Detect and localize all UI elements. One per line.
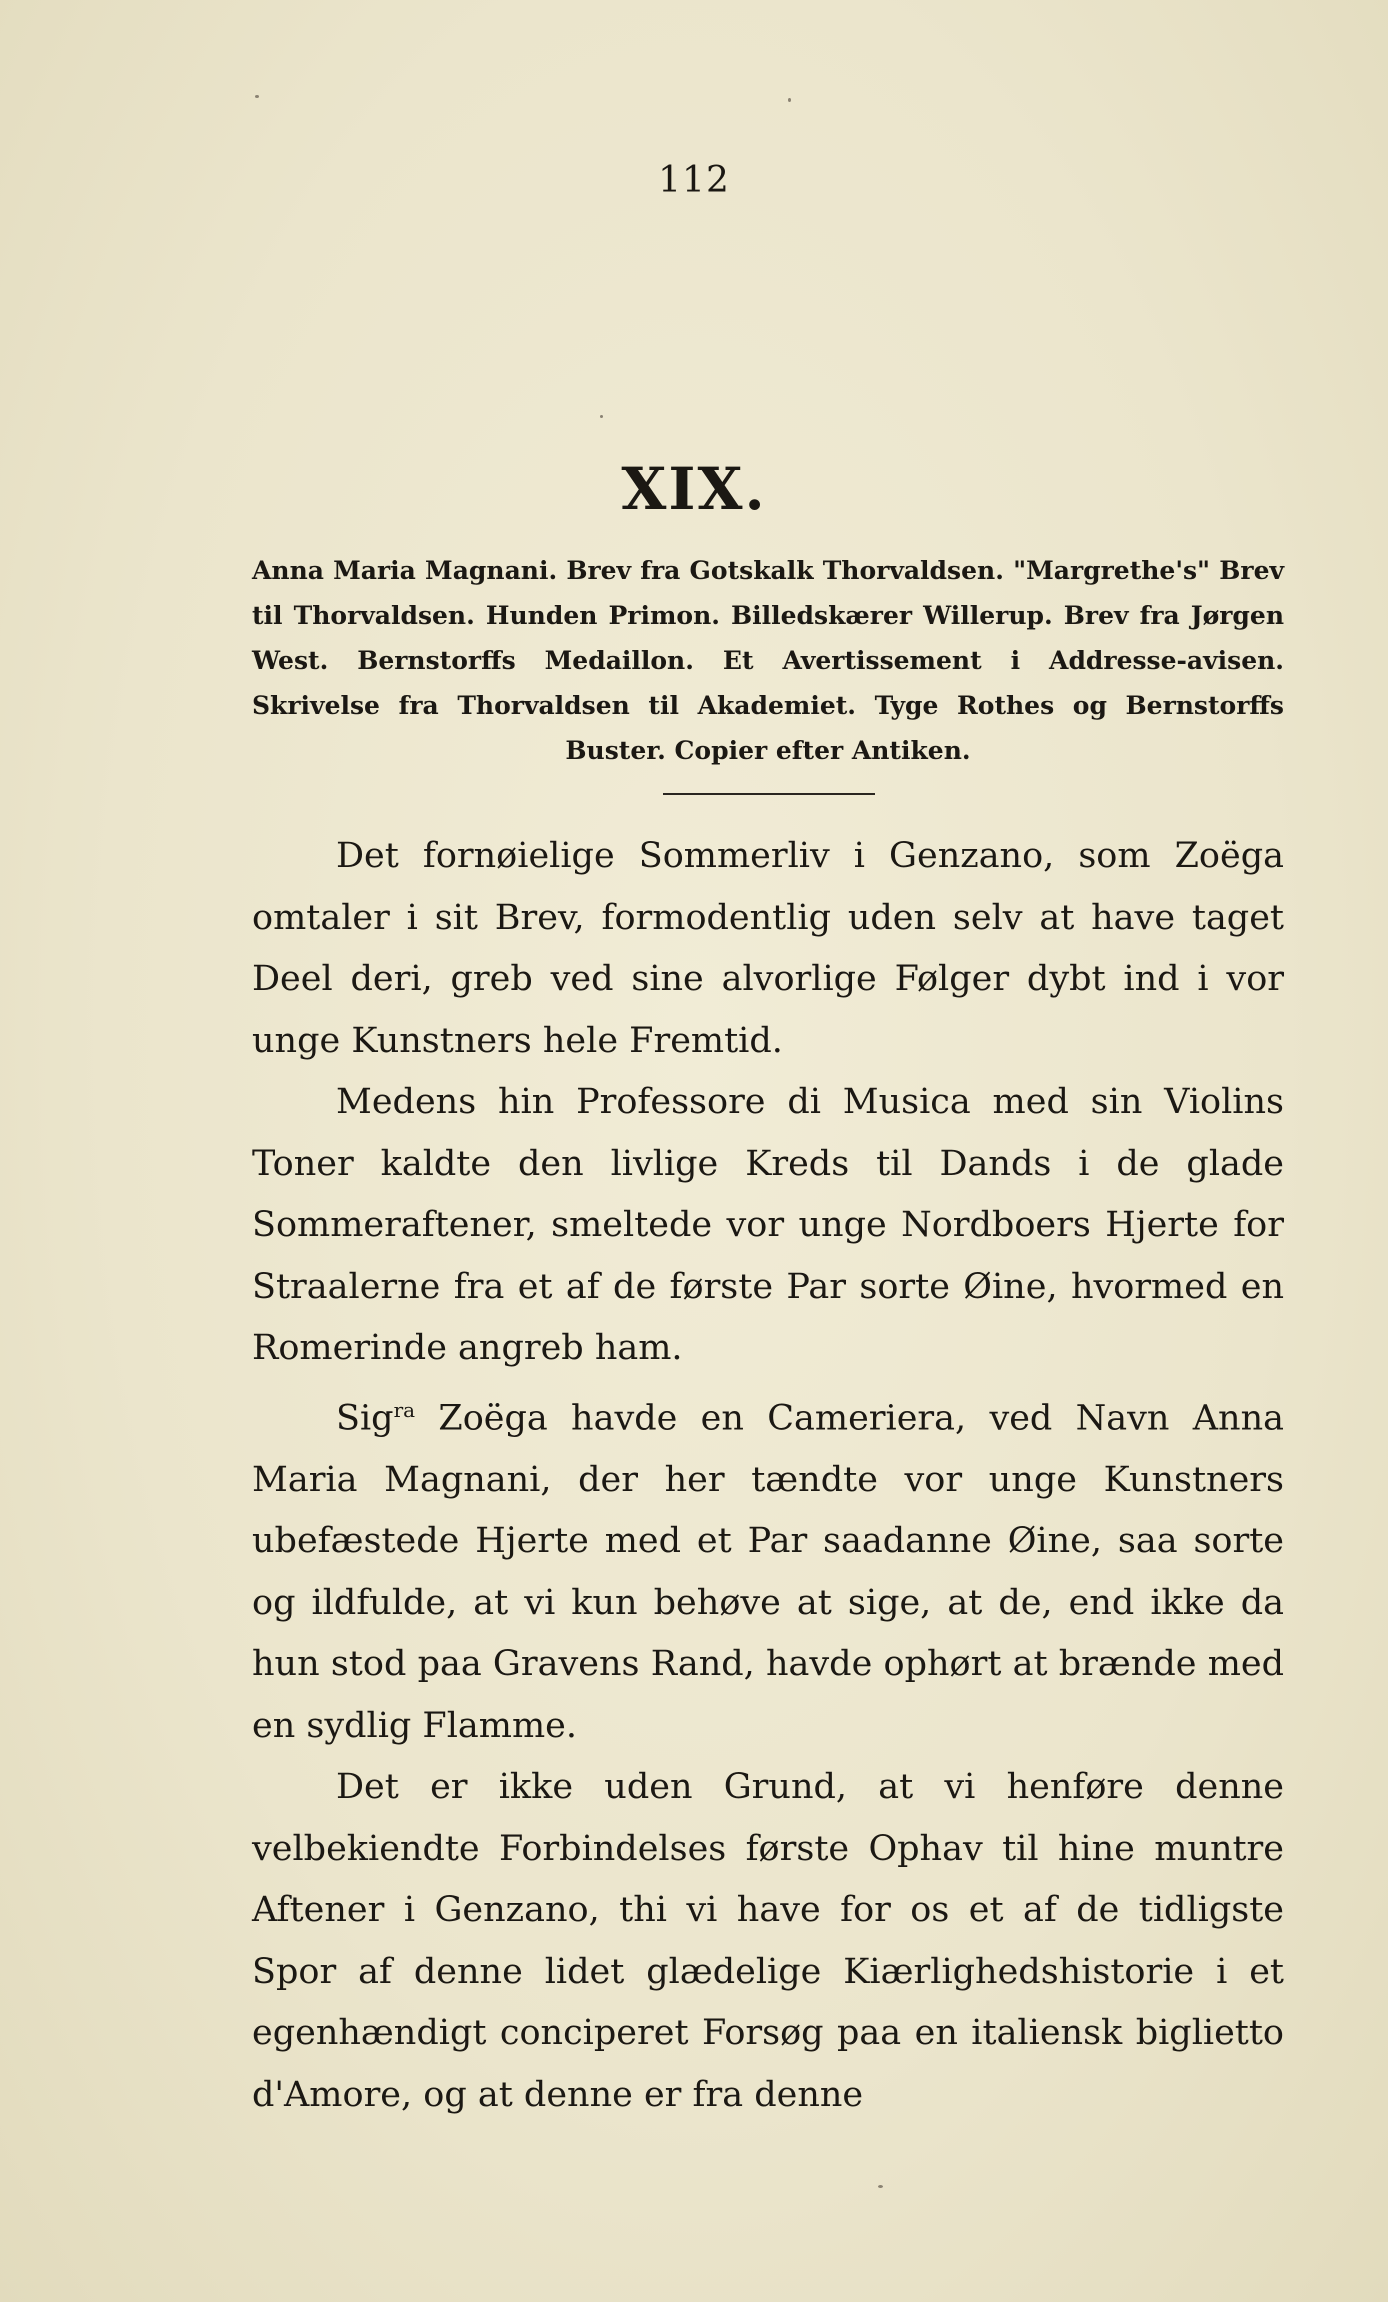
honorific: Sig (336, 1398, 394, 1439)
paper-speck (878, 2185, 883, 2188)
honorific-superscript: ra (393, 1397, 416, 1422)
paper-speck (600, 415, 603, 418)
paper-speck (788, 98, 791, 102)
paragraph: Medens hin Professore di Musica med sin Violins Toner kaldte den livlige Kreds til Dands i de glade Sommeraftener, smeltede vor unge Nordboers Hjerte for Straalerne fra et af de første Par sorte Øine, hvormed en Romerinde angreb ham. (252, 1082, 1284, 1368)
paragraph: Det fornøielige Sommerliv i Genzano, som Zoëga omtaler i sit Brev, formodentlig uden selv at have taget Deel deri, greb ved sine alvorlige Følger dybt ind i vor unge Kunstners hele Fremtid. (252, 836, 1284, 1061)
chapter-summary: Anna Maria Magnani. Brev fra Gotskalk Thorvaldsen. "Margrethe's" Brev til Thorvaldsen. Hunden Primon. Billedskærer Willerup. Brev fra Jørgen West. Bernstorffs Medaillon. Et Avertissement i Addresse-avisen. Skrivelse fra Thorvaldsen til Akademiet. Tyge Rothes og Bernstorffs Buster. Copier efter Antiken. (252, 556, 1284, 765)
section-divider (663, 793, 875, 795)
chapter-heading: XIX. (621, 455, 767, 523)
page-number: 112 (658, 160, 730, 201)
paragraph: Det er ikke uden Grund, at vi henføre denne velbekiendte Forbindelses første Ophav til hine muntre Aftener i Genzano, thi vi have for os et af de tidligste Spor af denne lidet glædelige Kiærlighedshistorie i et egenhændigt conciperet Forsøg paa en italiensk biglietto d'Amore, og at denne er fra denne (252, 1767, 1284, 2115)
paragraph (252, 1380, 1284, 1758)
paper-speck (255, 95, 259, 98)
paragraph-text: Zoëga havde en Cameriera, ved Navn Anna Maria Magnani, der her tændte vor unge Kunstners ubefæstede Hjerte med et Par saadanne Øine, saa sorte og ildfulde, at vi kun behøve at sige, at de, end ikke da hun stod paa Gravens Rand, havde ophørt at brænde med en sydlig Flamme. (252, 1398, 1284, 1746)
body-text (252, 826, 1284, 2126)
